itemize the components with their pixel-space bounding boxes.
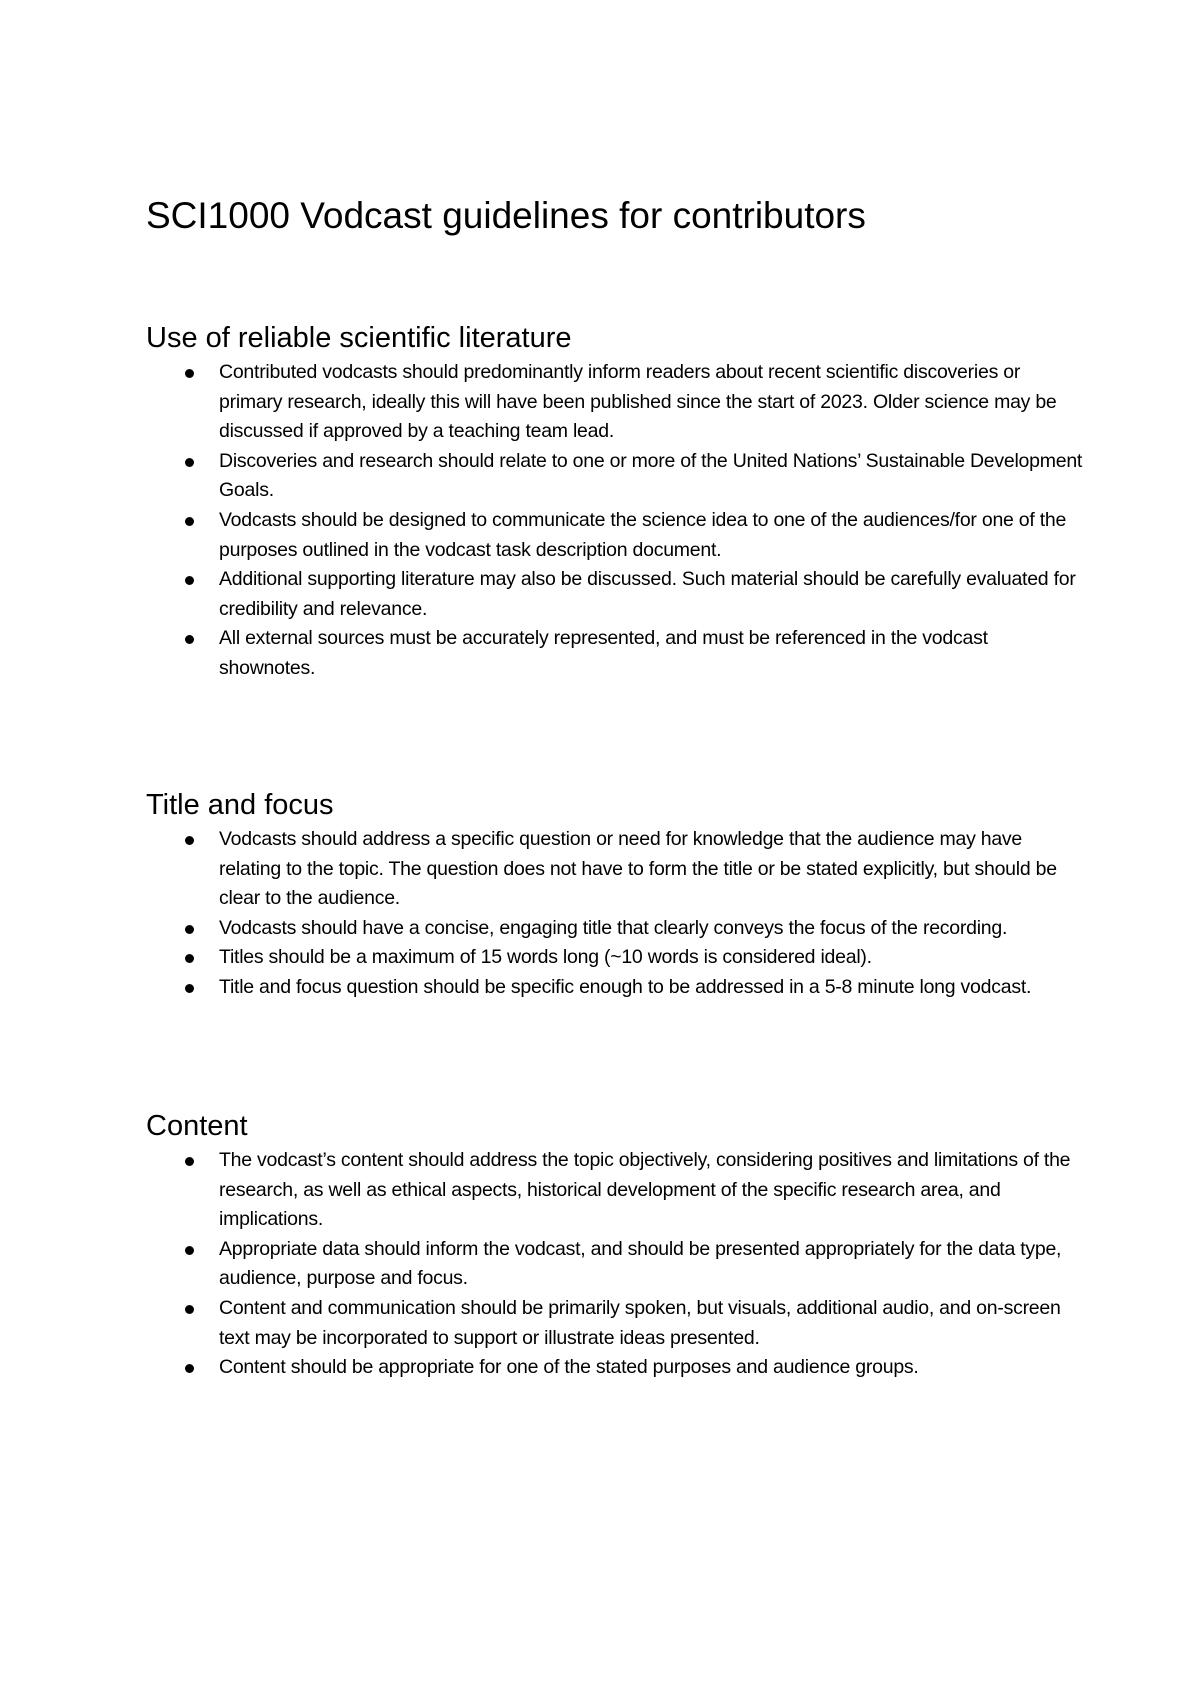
- bullet-icon: [185, 1246, 194, 1255]
- bullet-icon: [185, 954, 194, 963]
- section-heading-title-focus: Title and focus: [146, 789, 334, 821]
- bullet-list-title-focus: [146, 825, 1086, 1003]
- list-item: [146, 825, 1086, 914]
- list-item: [146, 914, 1086, 944]
- list-item: [146, 973, 1086, 1003]
- list-item-text: Vodcasts should have a concise, engaging title that clearly conveys the focus of the recording.: [219, 916, 1008, 939]
- list-item-text: Contributed vodcasts should predominantly inform readers about recent scientific discoveries or primary research, ideally this will have been published since the start of 2023. Older science may be discussed if approved by a teaching team lead.: [219, 361, 1057, 443]
- bullet-icon: [185, 369, 194, 378]
- list-item-text: Vodcasts should be designed to communicate the science idea to one of the audiences/for one of the purposes outlined in the vodcast task description document.: [219, 508, 1067, 561]
- list-item-text: Title and focus question should be specific enough to be addressed in a 5-8 minute long vodcast.: [219, 975, 1032, 998]
- list-item-text: Content should be appropriate for one of the stated purposes and audience groups.: [219, 1356, 919, 1379]
- bullet-list-reliable-literature: [146, 358, 1086, 684]
- list-item: [146, 1235, 1086, 1294]
- list-item-text: Vodcasts should address a specific question or need for knowledge that the audience may have relating to the topic. The question does not have to form the title or be stated explicitly, but should be clear to the audience.: [219, 828, 1057, 910]
- bullet-icon: [185, 1305, 194, 1314]
- section-heading-content: Content: [146, 1110, 248, 1142]
- list-item: [146, 1146, 1086, 1235]
- list-item: [146, 1353, 1086, 1383]
- section-content: [146, 1108, 1086, 1383]
- list-item-text: The vodcast’s content should address the topic objectively, considering positives and limitations of the research, as well as ethical aspects, historical development of the specific research area, and implications.: [219, 1149, 1071, 1231]
- bullet-icon: [185, 635, 194, 644]
- bullet-icon: [185, 458, 194, 467]
- list-item: [146, 358, 1086, 447]
- bullet-icon: [185, 576, 194, 585]
- bullet-icon: [185, 984, 194, 993]
- list-item: [146, 1294, 1086, 1353]
- document-title: SCI1000 Vodcast guidelines for contributors: [146, 195, 866, 236]
- list-item-text: Discoveries and research should relate to one or more of the United Nations’ Sustainable Development Goals.: [219, 449, 1083, 502]
- bullet-list-content: [146, 1146, 1086, 1383]
- list-item: [146, 624, 1086, 683]
- list-item: [146, 565, 1086, 624]
- bullet-icon: [185, 836, 194, 845]
- list-item-text: Appropriate data should inform the vodcast, and should be presented appropriately for the data type, audience, purpose and focus.: [219, 1237, 1062, 1290]
- list-item-text: Additional supporting literature may also be discussed. Such material should be carefully evaluated for credibility and relevance.: [219, 568, 1076, 620]
- bullet-icon: [185, 925, 194, 934]
- bullet-icon: [185, 1157, 194, 1166]
- section-heading-reliable-literature: Use of reliable scientific literature: [146, 322, 572, 354]
- list-item-text: All external sources must be accurately represented, and must be referenced in the vodcast shownotes.: [219, 627, 988, 679]
- list-item: [146, 447, 1086, 506]
- section-reliable-literature: [146, 320, 1086, 684]
- list-item-text: Titles should be a maximum of 15 words long (~10 words is considered ideal).: [219, 946, 872, 969]
- bullet-icon: [185, 517, 194, 526]
- bullet-icon: [185, 1364, 194, 1373]
- list-item: [146, 943, 1086, 973]
- list-item-text: Content and communication should be primarily spoken, but visuals, additional audio, and on-screen text may be incorporated to support or illustrate ideas presented.: [219, 1296, 1061, 1349]
- section-title-focus: [146, 787, 1086, 1003]
- list-item: [146, 506, 1086, 565]
